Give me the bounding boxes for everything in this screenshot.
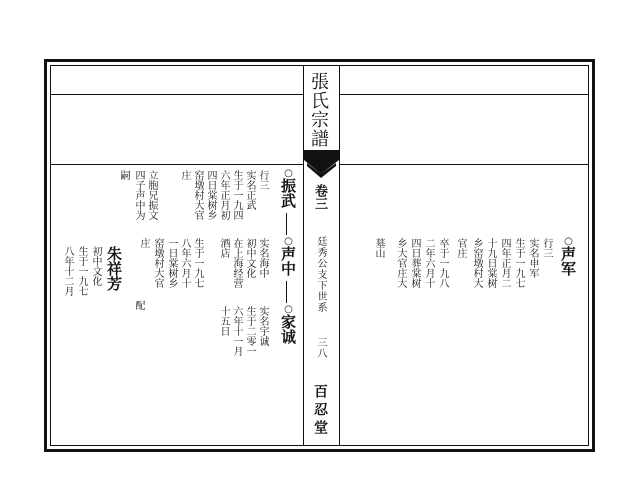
shengjun-line-1: 行三 (541, 238, 552, 258)
book-title: 張氏宗譜 (308, 72, 329, 148)
shengzhong-line-5: 生于一九七 (192, 238, 203, 288)
jiacheng-line-3: 六年十一月 (231, 306, 242, 356)
zhenwu-extra-2: 四子声中为 (133, 170, 144, 220)
shengzhong-marker: ○ (283, 236, 294, 247)
volume-label: 卷三 (312, 184, 327, 210)
zhenwu-line-1: 行三 (257, 170, 268, 190)
shengjun-line-10: 四日葬棠树 (409, 238, 420, 288)
right-header-rule (339, 94, 588, 95)
shengzhong-line-7: 一日棠树乡 (166, 238, 177, 288)
spine-right-line (339, 66, 340, 445)
shengzhong-line-4: 酒店 (218, 238, 229, 258)
zhenwu-line-2: 实名正武 (244, 170, 255, 210)
zhenwu-extra-3: 嗣 (118, 170, 129, 180)
jiacheng-marker: ○ (283, 304, 294, 315)
zhuxiangfang-line-2: 生于一九七 (76, 246, 87, 296)
shengjun-line-6: 乡窑墩村大 (471, 238, 482, 288)
zhenwu-line-4: 六年正月初 (218, 170, 229, 220)
fishtail-mark (304, 150, 339, 180)
shengjun-line-4: 四年正月二 (499, 238, 510, 288)
shengzhong-line-8: 窑墩村大官 (152, 238, 163, 288)
connector-shengzhong-jiacheng (286, 281, 287, 303)
shengzhong-line-2: 初中文化 (244, 238, 255, 278)
zhenwu-line-3: 生于一九四 (231, 170, 242, 220)
shengjun-line-8: 卒于一九八 (437, 238, 448, 288)
jiacheng-line-1: 实名宇诚 (257, 306, 268, 346)
zhuxiangfang-line-3: 八年十二月 (62, 246, 73, 296)
left-header-rule (51, 94, 303, 95)
shengjun-line-5: 十九日棠树 (485, 238, 496, 288)
zhenwu-line-5: 四日棠树乡 (205, 170, 216, 220)
shengzhong-name: 声中 (279, 246, 297, 276)
shengjun-name: 声军 (559, 246, 577, 276)
page-number: 三八 (315, 337, 326, 359)
shengjun-line-2: 实名申军 (527, 238, 538, 278)
spine-left-line (303, 66, 304, 445)
jiacheng-line-2: 生于二零一 (244, 306, 255, 356)
zhenwu-name: 振武 (279, 178, 297, 208)
shengzhong-line-9: 庄 (138, 238, 149, 248)
shengjun-line-7: 官庄 (455, 238, 466, 258)
right-generation-rule (339, 164, 588, 165)
shengjun-line-11: 乡大官庄大 (395, 238, 406, 288)
shengzhong-line-6: 八年六月十 (179, 238, 190, 288)
zhenwu-line-7: 庄 (179, 170, 190, 180)
shengzhong-line-3: 在上海经营 (231, 238, 242, 288)
zhenwu-line-6: 窑墩村大官 (192, 170, 203, 220)
zhenwu-extra-1: 立胞兄振文 (146, 170, 157, 220)
jiacheng-name: 家诚 (279, 314, 297, 344)
shengjun-marker: ○ (563, 236, 574, 247)
hall-name: 百忍堂 (312, 384, 328, 438)
zhenwu-marker: ○ (283, 168, 294, 179)
left-generation-rule (51, 164, 303, 165)
jiacheng-line-4: 十五日 (218, 306, 229, 336)
shengjun-line-12: 墓山 (373, 238, 384, 258)
shengjun-line-9: 二年六月十 (423, 238, 434, 288)
connector-zhenwu-shengzhong (286, 213, 287, 235)
shengzhong-line-1: 实名海中 (257, 238, 268, 278)
shengjun-line-3: 生于一九七 (513, 238, 524, 288)
shengzhong-spouse-marker: 配 (133, 300, 144, 310)
zhuxiangfang-line-1: 初中文化 (90, 246, 101, 286)
generation-label: 廷秀公支下世系 (315, 236, 326, 313)
zhuxiangfang-name: 朱祥芳 (105, 246, 123, 291)
